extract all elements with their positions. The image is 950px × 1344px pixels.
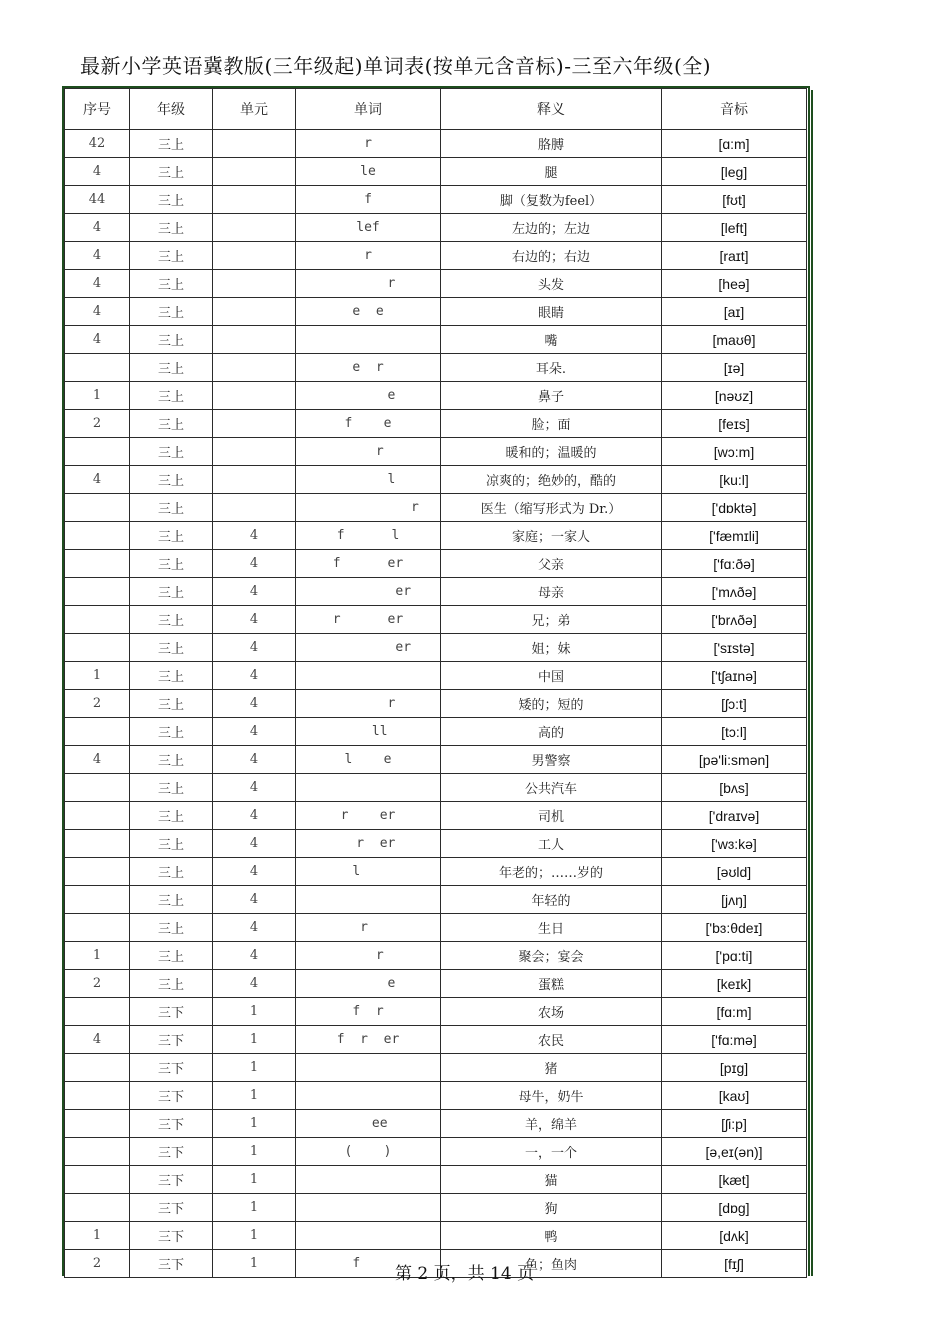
table-row: [65, 1054, 807, 1082]
cell-grade: 三下: [130, 1082, 213, 1110]
cell-index: 4: [65, 242, 130, 270]
cell-grade: 三上: [130, 746, 213, 774]
cell-word: [296, 886, 441, 914]
cell-word: le: [296, 158, 441, 186]
cell-index: [65, 718, 130, 746]
table-row: [65, 746, 807, 774]
cell-meaning: 鸭: [441, 1222, 662, 1250]
table-row: [65, 158, 807, 186]
cell-index: [65, 578, 130, 606]
vocabulary-table: [64, 88, 807, 1278]
cell-word: f: [296, 186, 441, 214]
cell-unit: [213, 158, 296, 186]
cell-unit: [213, 130, 296, 158]
cell-word: r: [296, 690, 441, 718]
table-row: [65, 1222, 807, 1250]
cell-unit: 1: [213, 1138, 296, 1166]
cell-word: f er: [296, 550, 441, 578]
cell-meaning: 眼睛: [441, 298, 662, 326]
cell-phonetic: [dʌk]: [662, 1222, 807, 1250]
table-row: [65, 774, 807, 802]
cell-unit: 4: [213, 802, 296, 830]
cell-word: er: [296, 578, 441, 606]
cell-grade: 三下: [130, 1138, 213, 1166]
table-row: [65, 606, 807, 634]
cell-phonetic: [keɪk]: [662, 970, 807, 998]
cell-unit: 1: [213, 1222, 296, 1250]
cell-grade: 三下: [130, 1026, 213, 1054]
cell-index: [65, 550, 130, 578]
cell-meaning: 农民: [441, 1026, 662, 1054]
cell-phonetic: [ʃɔ:t]: [662, 690, 807, 718]
table-row: [65, 998, 807, 1026]
cell-phonetic: [heə]: [662, 270, 807, 298]
cell-grade: 三上: [130, 466, 213, 494]
cell-unit: 1: [213, 1054, 296, 1082]
cell-unit: 4: [213, 606, 296, 634]
cell-meaning: 母牛，奶牛: [441, 1082, 662, 1110]
table-row: [65, 1166, 807, 1194]
cell-index: 4: [65, 270, 130, 298]
cell-word: [296, 1194, 441, 1222]
cell-grade: 三上: [130, 186, 213, 214]
cell-grade: 三上: [130, 382, 213, 410]
cell-index: 2: [65, 410, 130, 438]
cell-index: [65, 914, 130, 942]
cell-word: er: [296, 634, 441, 662]
cell-grade: 三下: [130, 1166, 213, 1194]
cell-word: ( ): [296, 1138, 441, 1166]
cell-unit: [213, 298, 296, 326]
table-row: [65, 438, 807, 466]
cell-phonetic: ['pɑ:ti]: [662, 942, 807, 970]
cell-unit: 4: [213, 690, 296, 718]
cell-phonetic: [fɪʃ]: [662, 1250, 807, 1278]
cell-phonetic: [fɑ:m]: [662, 998, 807, 1026]
cell-unit: 4: [213, 886, 296, 914]
cell-unit: [213, 382, 296, 410]
cell-word: r er: [296, 802, 441, 830]
cell-unit: 1: [213, 1082, 296, 1110]
cell-unit: 4: [213, 550, 296, 578]
header-meaning: 释义: [441, 89, 662, 130]
cell-unit: 1: [213, 1026, 296, 1054]
cell-grade: 三上: [130, 634, 213, 662]
cell-grade: 三下: [130, 1110, 213, 1138]
cell-word: ll: [296, 718, 441, 746]
cell-unit: 1: [213, 1110, 296, 1138]
table-row: [65, 1194, 807, 1222]
cell-grade: 三上: [130, 942, 213, 970]
table-row: [65, 718, 807, 746]
cell-index: [65, 494, 130, 522]
cell-phonetic: [ə,eɪ(ən)]: [662, 1138, 807, 1166]
cell-grade: 三上: [130, 270, 213, 298]
cell-grade: 三上: [130, 774, 213, 802]
cell-grade: 三上: [130, 522, 213, 550]
cell-phonetic: [ɑ:m]: [662, 130, 807, 158]
cell-grade: 三下: [130, 1194, 213, 1222]
table-row: [65, 410, 807, 438]
cell-word: lef: [296, 214, 441, 242]
cell-index: [65, 830, 130, 858]
table-row: [65, 942, 807, 970]
cell-meaning: 家庭；一家人: [441, 522, 662, 550]
cell-word: r: [296, 942, 441, 970]
cell-grade: 三上: [130, 158, 213, 186]
cell-index: 1: [65, 942, 130, 970]
cell-index: 4: [65, 466, 130, 494]
cell-index: 44: [65, 186, 130, 214]
cell-phonetic: [ʃi:p]: [662, 1110, 807, 1138]
cell-unit: 4: [213, 522, 296, 550]
cell-meaning: 右边的；右边: [441, 242, 662, 270]
cell-grade: 三上: [130, 550, 213, 578]
cell-word: l: [296, 858, 441, 886]
cell-word: [296, 774, 441, 802]
cell-phonetic: [dɒg]: [662, 1194, 807, 1222]
document-title: 最新小学英语冀教版(三年级起)单词表(按单元含音标)-三至六年级(全): [80, 54, 712, 78]
cell-unit: 4: [213, 746, 296, 774]
cell-word: [296, 1082, 441, 1110]
cell-unit: [213, 270, 296, 298]
cell-index: [65, 998, 130, 1026]
cell-grade: 三上: [130, 914, 213, 942]
cell-unit: [213, 410, 296, 438]
table-row: [65, 858, 807, 886]
table-row: [65, 354, 807, 382]
cell-index: 4: [65, 298, 130, 326]
cell-index: 4: [65, 1026, 130, 1054]
cell-meaning: 工人: [441, 830, 662, 858]
cell-meaning: 凉爽的；绝妙的，酷的: [441, 466, 662, 494]
cell-phonetic: [bʌs]: [662, 774, 807, 802]
cell-unit: [213, 326, 296, 354]
cell-grade: 三上: [130, 242, 213, 270]
cell-word: l e: [296, 746, 441, 774]
cell-unit: [213, 466, 296, 494]
cell-index: [65, 606, 130, 634]
table-row: [65, 494, 807, 522]
cell-unit: 4: [213, 970, 296, 998]
cell-grade: 三下: [130, 1250, 213, 1278]
table-row: [65, 466, 807, 494]
cell-grade: 三上: [130, 578, 213, 606]
cell-unit: [213, 242, 296, 270]
cell-unit: 4: [213, 942, 296, 970]
cell-index: [65, 522, 130, 550]
cell-unit: [213, 214, 296, 242]
cell-unit: [213, 494, 296, 522]
cell-meaning: 聚会；宴会: [441, 942, 662, 970]
cell-word: e e: [296, 298, 441, 326]
cell-index: 2: [65, 970, 130, 998]
cell-phonetic: ['draɪvə]: [662, 802, 807, 830]
cell-grade: 三上: [130, 830, 213, 858]
header-index: 序号: [65, 89, 130, 130]
cell-meaning: 母亲: [441, 578, 662, 606]
cell-word: [296, 1054, 441, 1082]
cell-grade: 三上: [130, 354, 213, 382]
cell-meaning: 羊，绵羊: [441, 1110, 662, 1138]
table-row: [65, 186, 807, 214]
cell-grade: 三上: [130, 718, 213, 746]
table-row: [65, 214, 807, 242]
table-row: [65, 242, 807, 270]
cell-grade: 三下: [130, 1054, 213, 1082]
cell-index: [65, 438, 130, 466]
cell-word: [296, 1166, 441, 1194]
cell-meaning: 农场: [441, 998, 662, 1026]
cell-grade: 三上: [130, 494, 213, 522]
cell-index: 2: [65, 1250, 130, 1278]
table-row: [65, 298, 807, 326]
cell-grade: 三上: [130, 438, 213, 466]
cell-phonetic: [pɪg]: [662, 1054, 807, 1082]
cell-meaning: 猫: [441, 1166, 662, 1194]
cell-word: r: [296, 438, 441, 466]
cell-phonetic: [kaʊ]: [662, 1082, 807, 1110]
cell-meaning: 嘴: [441, 326, 662, 354]
cell-index: [65, 1110, 130, 1138]
cell-meaning: 医生（缩写形式为 Dr.）: [441, 494, 662, 522]
cell-phonetic: [kæt]: [662, 1166, 807, 1194]
table-row: [65, 1082, 807, 1110]
cell-phonetic: [ɪə]: [662, 354, 807, 382]
cell-phonetic: [maʊθ]: [662, 326, 807, 354]
cell-index: [65, 1138, 130, 1166]
cell-index: [65, 802, 130, 830]
cell-unit: 1: [213, 1194, 296, 1222]
cell-grade: 三上: [130, 326, 213, 354]
cell-index: [65, 774, 130, 802]
cell-grade: 三上: [130, 662, 213, 690]
cell-index: [65, 1194, 130, 1222]
cell-word: r: [296, 494, 441, 522]
table-row: [65, 1026, 807, 1054]
cell-unit: 1: [213, 1166, 296, 1194]
table-row: [65, 550, 807, 578]
header-unit: 单元: [213, 89, 296, 130]
table-row: [65, 802, 807, 830]
cell-phonetic: ['bɜ:θdeɪ]: [662, 914, 807, 942]
cell-index: [65, 354, 130, 382]
cell-unit: 4: [213, 774, 296, 802]
cell-index: [65, 1054, 130, 1082]
cell-grade: 三上: [130, 970, 213, 998]
cell-phonetic: [aɪ]: [662, 298, 807, 326]
cell-index: 2: [65, 690, 130, 718]
cell-unit: 4: [213, 914, 296, 942]
cell-word: [296, 326, 441, 354]
cell-index: [65, 1082, 130, 1110]
cell-meaning: 父亲: [441, 550, 662, 578]
cell-meaning: 耳朵.: [441, 354, 662, 382]
cell-word: r er: [296, 606, 441, 634]
cell-phonetic: [raɪt]: [662, 242, 807, 270]
cell-index: [65, 1166, 130, 1194]
cell-phonetic: ['tʃaɪnə]: [662, 662, 807, 690]
cell-unit: 4: [213, 578, 296, 606]
cell-meaning: 姐；妹: [441, 634, 662, 662]
cell-index: 1: [65, 662, 130, 690]
cell-word: f r er: [296, 1026, 441, 1054]
cell-meaning: 中国: [441, 662, 662, 690]
table-row: [65, 690, 807, 718]
cell-meaning: 年轻的: [441, 886, 662, 914]
table-row: [65, 130, 807, 158]
table-row: [65, 522, 807, 550]
cell-index: [65, 858, 130, 886]
cell-word: ee: [296, 1110, 441, 1138]
cell-meaning: 司机: [441, 802, 662, 830]
table-row: [65, 270, 807, 298]
cell-unit: 4: [213, 718, 296, 746]
cell-phonetic: ['wɜ:kə]: [662, 830, 807, 858]
cell-unit: [213, 186, 296, 214]
cell-grade: 三下: [130, 998, 213, 1026]
cell-word: r: [296, 914, 441, 942]
cell-word: e: [296, 382, 441, 410]
cell-unit: 4: [213, 634, 296, 662]
cell-meaning: 暖和的；温暖的: [441, 438, 662, 466]
cell-phonetic: [ku:l]: [662, 466, 807, 494]
cell-unit: [213, 438, 296, 466]
cell-meaning: 猪: [441, 1054, 662, 1082]
cell-word: e: [296, 970, 441, 998]
table-header-row: [65, 89, 807, 130]
cell-meaning: 头发: [441, 270, 662, 298]
cell-grade: 三上: [130, 858, 213, 886]
cell-meaning: 鱼；鱼肉: [441, 1250, 662, 1278]
page-footer: 第 2 页，共 14 页: [395, 1264, 535, 1284]
cell-word: f: [296, 1250, 441, 1278]
cell-word: [296, 662, 441, 690]
cell-index: 4: [65, 326, 130, 354]
cell-meaning: 左边的；左边: [441, 214, 662, 242]
cell-grade: 三上: [130, 214, 213, 242]
header-grade: 年级: [130, 89, 213, 130]
cell-index: 4: [65, 158, 130, 186]
cell-grade: 三上: [130, 606, 213, 634]
table-row: [65, 382, 807, 410]
cell-word: l: [296, 466, 441, 494]
cell-word: [296, 1222, 441, 1250]
cell-word: f l: [296, 522, 441, 550]
cell-phonetic: [əʊld]: [662, 858, 807, 886]
cell-word: f r: [296, 998, 441, 1026]
cell-meaning: 矮的；短的: [441, 690, 662, 718]
cell-meaning: 胳膊: [441, 130, 662, 158]
cell-unit: 1: [213, 998, 296, 1026]
cell-meaning: 年老的；……岁的: [441, 858, 662, 886]
cell-index: 42: [65, 130, 130, 158]
cell-word: r: [296, 242, 441, 270]
cell-phonetic: [pə'li:smən]: [662, 746, 807, 774]
cell-unit: [213, 354, 296, 382]
cell-index: [65, 634, 130, 662]
table-row: [65, 634, 807, 662]
cell-index: 4: [65, 214, 130, 242]
cell-phonetic: ['sɪstə]: [662, 634, 807, 662]
cell-grade: 三下: [130, 1222, 213, 1250]
cell-meaning: 男警察: [441, 746, 662, 774]
cell-phonetic: [fʊt]: [662, 186, 807, 214]
cell-word: r: [296, 130, 441, 158]
cell-meaning: 生日: [441, 914, 662, 942]
table-row: [65, 886, 807, 914]
cell-unit: 4: [213, 830, 296, 858]
cell-grade: 三上: [130, 410, 213, 438]
cell-grade: 三上: [130, 690, 213, 718]
cell-meaning: 高的: [441, 718, 662, 746]
cell-phonetic: [wɔ:m]: [662, 438, 807, 466]
cell-meaning: 鼻子: [441, 382, 662, 410]
cell-phonetic: [nəʊz]: [662, 382, 807, 410]
cell-meaning: 一，一个: [441, 1138, 662, 1166]
cell-phonetic: [feɪs]: [662, 410, 807, 438]
cell-unit: 1: [213, 1250, 296, 1278]
header-word: 单词: [296, 89, 441, 130]
table-row: [65, 326, 807, 354]
cell-phonetic: ['fɑ:mə]: [662, 1026, 807, 1054]
cell-meaning: 公共汽车: [441, 774, 662, 802]
cell-index: [65, 886, 130, 914]
cell-phonetic: [tɔ:l]: [662, 718, 807, 746]
table-row: [65, 662, 807, 690]
table-body: [65, 130, 807, 1278]
cell-meaning: 腿: [441, 158, 662, 186]
cell-phonetic: [left]: [662, 214, 807, 242]
cell-word: r: [296, 270, 441, 298]
cell-phonetic: [jʌŋ]: [662, 886, 807, 914]
cell-phonetic: [leg]: [662, 158, 807, 186]
cell-index: 1: [65, 1222, 130, 1250]
cell-unit: 4: [213, 662, 296, 690]
table-row: [65, 970, 807, 998]
table-row: [65, 578, 807, 606]
cell-meaning: 狗: [441, 1194, 662, 1222]
cell-index: 4: [65, 746, 130, 774]
cell-word: f e: [296, 410, 441, 438]
table-row: [65, 830, 807, 858]
cell-meaning: 兄；弟: [441, 606, 662, 634]
cell-grade: 三上: [130, 886, 213, 914]
cell-grade: 三上: [130, 130, 213, 158]
cell-phonetic: ['fɑ:ðə]: [662, 550, 807, 578]
table-row: [65, 914, 807, 942]
cell-phonetic: ['brʌðə]: [662, 606, 807, 634]
cell-grade: 三上: [130, 298, 213, 326]
cell-meaning: 脸；面: [441, 410, 662, 438]
cell-phonetic: ['mʌðə]: [662, 578, 807, 606]
cell-grade: 三上: [130, 802, 213, 830]
cell-index: 1: [65, 382, 130, 410]
cell-word: e r: [296, 354, 441, 382]
cell-meaning: 蛋糕: [441, 970, 662, 998]
cell-unit: 4: [213, 858, 296, 886]
cell-meaning: 脚（复数为feel）: [441, 186, 662, 214]
table-row: [65, 1110, 807, 1138]
table-row: [65, 1138, 807, 1166]
cell-phonetic: ['dɒktə]: [662, 494, 807, 522]
cell-phonetic: ['fæmɪli]: [662, 522, 807, 550]
cell-word: r er: [296, 830, 441, 858]
header-phonetic: 音标: [662, 89, 807, 130]
